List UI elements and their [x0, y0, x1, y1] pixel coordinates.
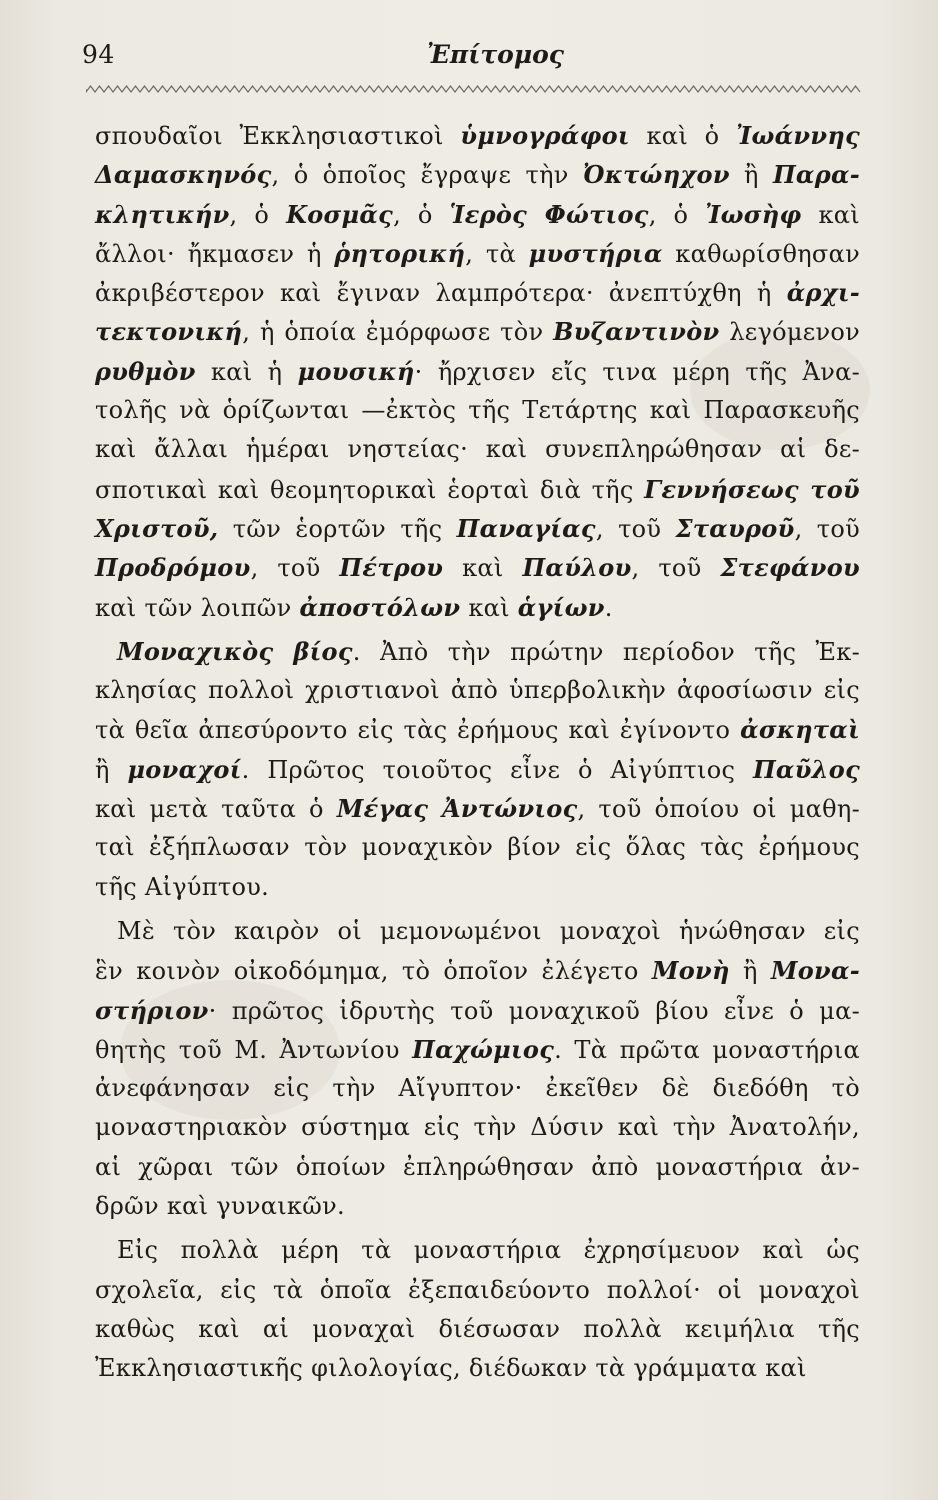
text-line [95, 509, 860, 548]
page-header [82, 40, 867, 80]
emphasized-term: ρυθμὸν [95, 356, 196, 386]
emphasized-term: Παρα- [772, 160, 860, 190]
text-run: . Τὰ πρῶτα μοναστήρια [554, 1035, 860, 1064]
text-run: ἢ [95, 755, 128, 784]
body-text [95, 116, 860, 1389]
text-line [95, 470, 860, 509]
text-line [95, 548, 860, 587]
text-run: σποτικαὶ καὶ θεομητορικαὶ ἑορταὶ διὰ τῆς [95, 475, 645, 504]
emphasized-term: Γεννήσεως τοῦ [644, 474, 860, 504]
emphasized-term: Βυζαντινὸν [553, 317, 720, 347]
text-line [95, 991, 860, 1030]
emphasized-term: Ἰωάννης [736, 121, 860, 150]
emphasized-term: ἀποστόλων [299, 592, 461, 622]
text-run: , ὁ [648, 200, 706, 229]
text-run: καὶ ὁ [629, 122, 737, 150]
text-line [95, 430, 860, 469]
text-line [95, 1108, 860, 1147]
text-line [95, 710, 860, 749]
text-line [95, 868, 860, 907]
text-run: ἀνεφάνησαν εἰς τὴν Αἴγυπτον· ἐκεῖθεν δὲ διεδόθη τὸ [95, 1074, 860, 1103]
paragraph [95, 1231, 860, 1388]
text-line [95, 912, 860, 951]
text-run: , ὁ ὁποῖος ἔγραψε τὴν [271, 161, 583, 190]
text-line [95, 951, 860, 990]
text-run: , ἡ ὁποία ἐμόρφωσε τὸν [242, 318, 554, 347]
emphasized-term: Μονὴ [651, 956, 730, 986]
text-line [95, 632, 860, 671]
text-run: Εἰς πολλὰ μέρη τὰ μοναστήρια ἐχρησίμευον καὶ ὡς [117, 1236, 860, 1265]
text-run: αἱ χῶραι τῶν ὁποίων ἐπληρώθησαν ἀπὸ μοναστήρια ἀν- [95, 1152, 860, 1181]
text-run: ἢ [729, 161, 773, 190]
text-line [95, 750, 860, 789]
text-run: , τοῦ [631, 554, 721, 583]
text-line [95, 789, 860, 828]
running-title: Ἐπίτομος [427, 40, 565, 69]
emphasized-term: Παναγίας [456, 513, 596, 543]
text-run: κλησίας πολλοὶ χριστιανοὶ ἀπὸ ὑπερβολικὴν ἀφοσίωσιν εἰς [95, 676, 860, 705]
text-run: καθωρίσθησαν [662, 239, 861, 268]
emphasized-term: Ὀκτώηχον [582, 160, 730, 190]
text-line [95, 1148, 860, 1187]
emphasized-term: Στεφάνου [720, 553, 860, 583]
text-run: τῆς Αἰγύπτου. [95, 872, 270, 901]
text-run: δρῶν καὶ γυναικῶν. [95, 1192, 345, 1221]
emphasized-term: Πέτρου [339, 553, 444, 583]
text-run: καὶ [801, 200, 860, 229]
emphasized-term: Παῦλος [752, 754, 860, 784]
text-run: τῶν ἑορτῶν τῆς [218, 514, 457, 543]
emphasized-term: Μέγας Ἀντώνιος [336, 794, 578, 824]
text-run: Μὲ τὸν καιρὸν οἱ μεμονωμένοι μοναχοὶ ἡνώθησαν εἰς [117, 916, 860, 945]
emphasized-term: στήριον [95, 995, 209, 1025]
emphasized-term: Ἱερὸς Φώτιος [449, 199, 649, 229]
text-run: σπουδαῖοι Ἐκκλησιαστικοὶ [95, 122, 461, 150]
text-line [95, 1069, 860, 1108]
emphasized-term: ῥητορική [334, 238, 466, 268]
emphasized-term: ἀσκηταὶ [740, 715, 860, 745]
text-line [95, 828, 860, 867]
text-line [95, 1231, 860, 1270]
text-run: . Ἀπὸ τὴν πρώτην περίοδον τῆς Ἐκ- [352, 637, 860, 666]
text-run: καὶ [443, 554, 523, 583]
text-run: σχολεῖα, εἰς τὰ ὁποῖα ἐξεπαιδεύοντο πολλοί· οἱ μοναχοὶ [95, 1275, 860, 1304]
text-run: , τοῦ [250, 554, 340, 583]
text-run: , ὁ [393, 200, 450, 229]
emphasized-term: Σταυροῦ [675, 513, 795, 543]
text-run: μοναστηριακὸν σύστημα εἰς τὴν Δύσιν καὶ τὴν Ἀνατολήν, [95, 1113, 860, 1142]
text-run: , τοῦ ὁποίου οἱ μαθη- [577, 795, 860, 824]
text-run: , τοῦ [794, 514, 860, 543]
text-run: · ἤρχισεν εἴς τινα μέρη τῆς Ἀνα- [414, 357, 860, 386]
text-run: , τοῦ [595, 514, 676, 543]
text-line [95, 312, 860, 351]
text-line [95, 116, 860, 155]
emphasized-term: Χριστοῦ, [95, 513, 219, 543]
emphasized-term: Μονα- [770, 956, 860, 986]
paragraph [95, 632, 860, 907]
text-line [95, 352, 860, 391]
emphasized-term: ἁγίων [517, 592, 605, 622]
text-run: τολῆς νὰ ὁρίζωνται —ἐκτὸς τῆς Τετάρτης καὶ Παρασκευῆς [95, 396, 860, 425]
text-run: ἓν κοινὸν οἰκοδόμημα, τὸ ὁποῖον ἐλέγετο [95, 957, 652, 986]
text-line [95, 391, 860, 430]
text-line [95, 1030, 860, 1069]
emphasized-term: Παύλου [522, 553, 632, 583]
decorative-wavy-rule [86, 82, 864, 96]
emphasized-term: κλητικήν [95, 199, 230, 229]
text-run: θητὴς τοῦ Μ. Ἀντωνίου [95, 1035, 413, 1064]
text-run: ἄλλοι· ἤκμασεν ἡ [95, 239, 335, 268]
emphasized-term: Μοναχικὸς βίος [117, 636, 353, 666]
text-run: , τὰ [465, 239, 529, 268]
emphasized-term: Κοσμᾶς [286, 199, 394, 229]
text-run: ἀκριβέστερον καὶ ἔγιναν λαμπρότερα· ἀνεπτύχθη ἡ [95, 279, 787, 308]
text-line [95, 1310, 860, 1349]
paragraph [95, 116, 860, 627]
page-number: 94 [82, 40, 115, 69]
emphasized-term: τεκτονική [95, 317, 243, 347]
text-line [95, 1271, 860, 1310]
text-run: , ὁ [229, 200, 287, 229]
emphasized-term: Ἰωσὴφ [705, 199, 802, 229]
emphasized-term: Προδρόμου [95, 553, 251, 583]
text-line [95, 273, 860, 312]
text-line [95, 155, 860, 194]
text-run: · πρῶτος ἱδρυτὴς τοῦ μοναχικοῦ βίου εἶνε ὁ μα- [208, 996, 860, 1025]
text-line [95, 588, 860, 627]
emphasized-term: ὑμνογράφοι [460, 121, 630, 150]
text-run: . [604, 593, 613, 622]
text-run: καὶ τῶν λοιπῶν [95, 593, 300, 622]
text-run: Ἐκκλησιαστικῆς φιλολογίας, διέδωκαν τὰ γράμματα καὶ [95, 1354, 807, 1383]
emphasized-term: μουσική [297, 356, 415, 386]
emphasized-term: μυστήρια [528, 238, 663, 268]
text-run: . Πρῶτος τοιοῦτος εἶνε ὁ Αἰγύπτιος [241, 755, 753, 784]
text-run: καὶ ἡ [195, 357, 298, 386]
text-line [95, 1349, 860, 1388]
text-run: ταὶ ἐξήπλωσαν τὸν μοναχικὸν βίον εἰς ὅλας τὰς ἐρήμους [95, 833, 860, 862]
emphasized-term: ἀρχι- [786, 278, 860, 308]
emphasized-term: Δαμασκηνός [95, 160, 272, 190]
text-run: τὰ θεῖα ἀπεσύροντο εἰς τὰς ἐρήμους καὶ ἐγίνοντο [95, 716, 741, 745]
text-line [95, 1187, 860, 1226]
text-run: καὶ [460, 593, 518, 622]
text-run: ἢ [729, 957, 771, 986]
text-run: λεγόμενον [719, 318, 860, 347]
text-line [95, 234, 860, 273]
text-line [95, 195, 860, 234]
emphasized-term: μοναχοί [127, 754, 242, 784]
text-run: καὶ ἄλλαι ἡμέραι νηστείας· καὶ συνεπληρώθησαν αἱ δε- [95, 435, 860, 464]
text-line [95, 671, 860, 710]
emphasized-term: Παχώμιος [412, 1034, 555, 1064]
text-run: καὶ μετὰ ταῦτα ὁ [95, 795, 337, 824]
text-run: καθὼς καὶ αἱ μοναχαὶ διέσωσαν πολλὰ κειμήλια τῆς [95, 1314, 860, 1343]
paragraph [95, 912, 860, 1226]
